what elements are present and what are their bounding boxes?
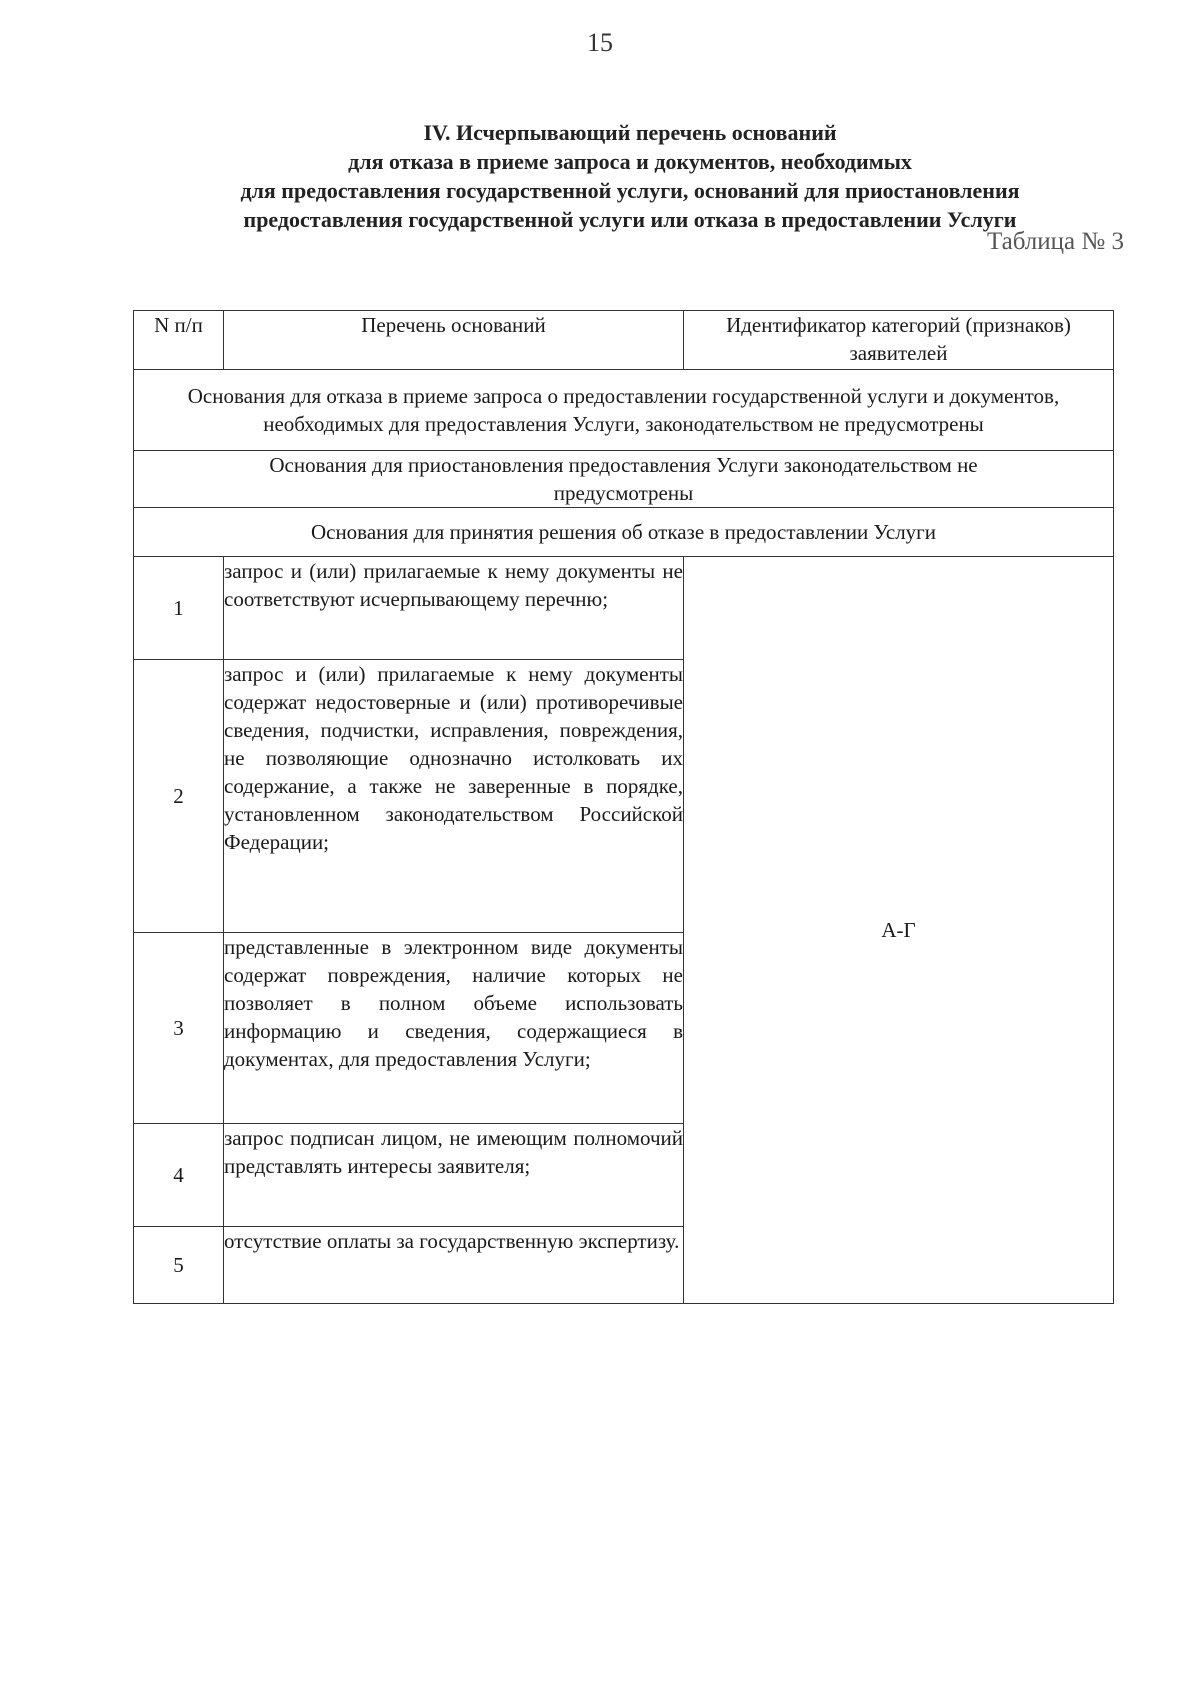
row-reason: запрос и (или) прилагаемые к нему документы не соответствуют исчерпывающему перечню; <box>224 557 684 660</box>
row-number: 2 <box>134 660 224 933</box>
row-number: 3 <box>134 933 224 1124</box>
heading-line: для отказа в приеме запроса и документов, необходимых <box>348 149 912 174</box>
section-row <box>134 451 1114 508</box>
table-label: Таблица № 3 <box>986 228 1124 255</box>
heading-line: для предоставления государственной услуги, оснований для приостановления <box>240 178 1020 203</box>
section-refusal-acceptance: Основания для отказа в приеме запроса о предоставлении государственной услуги и документов, необходимых для предоставления Услуги, законодательством не предусмотрены <box>134 370 1114 451</box>
category-identifier: А-Г <box>684 557 1114 1304</box>
header-num: N п/п <box>134 311 224 370</box>
section-row <box>134 508 1114 557</box>
row-number: 1 <box>134 557 224 660</box>
row-reason: запрос и (или) прилагаемые к нему документы содержат недостоверные и (или) противоречивые сведения, подчистки, исправления, повреждения, не позволяющие однозначно истолковать их содержание, а также не заверенные в порядке, установленном законодательством Российской Федерации; <box>224 660 684 933</box>
header-categories: Идентификатор категорий (признаков) заявителей <box>684 311 1114 370</box>
section-suspension: Основания для приостановления предоставления Услуги законодательством не предусмотрены <box>134 451 1114 508</box>
row-number: 5 <box>134 1227 224 1304</box>
section-refusal-decision: Основания для принятия решения об отказе в предоставлении Услуги <box>134 508 1114 557</box>
page-number: 15 <box>587 28 613 57</box>
table-row <box>134 557 1114 660</box>
reasons-table <box>133 310 1114 1304</box>
row-reason: представленные в электронном виде документы содержат повреждения, наличие которых не позволяет в полном объеме использовать информацию и сведения, содержащиеся в документах, для предоставления Услуги; <box>224 933 684 1124</box>
section-row <box>134 370 1114 451</box>
heading-line: IV. Исчерпывающий перечень оснований <box>423 120 837 145</box>
row-reason: запрос подписан лицом, не имеющим полномочий представлять интересы заявителя; <box>224 1124 684 1227</box>
row-reason: отсутствие оплаты за государственную экспертизу. <box>224 1227 684 1304</box>
table-header-row <box>134 311 1114 370</box>
heading-line: предоставления государственной услуги или отказа в предоставлении Услуги <box>243 207 1017 232</box>
row-number: 4 <box>134 1124 224 1227</box>
section-heading <box>130 118 1130 234</box>
header-reasons: Перечень оснований <box>224 311 684 370</box>
